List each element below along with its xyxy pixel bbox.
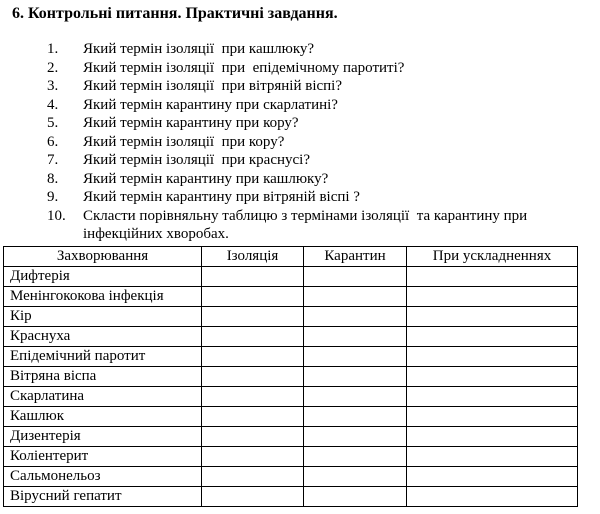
question-item: [47, 151, 600, 170]
table-row: [4, 446, 578, 466]
table-row: [4, 286, 578, 306]
question-item: [47, 133, 600, 152]
question-item: [47, 188, 600, 207]
quarantine-cell: [304, 286, 407, 306]
question-number: 2.: [47, 59, 59, 76]
table-row: [4, 266, 578, 286]
isolation-cell: [202, 446, 304, 466]
isolation-cell: [202, 326, 304, 346]
question-number: 5.: [47, 115, 59, 131]
table-header-disease: Захворювання: [4, 246, 202, 266]
complications-cell: [407, 266, 578, 286]
disease-cell: Кір: [4, 306, 202, 326]
quarantine-cell: [304, 446, 407, 466]
isolation-cell: [202, 386, 304, 406]
table-row: [4, 306, 578, 326]
disease-cell: Менінгококова інфекція: [4, 286, 202, 306]
complications-cell: [407, 446, 578, 466]
question-text: Який термін карантину при кашлюку?: [83, 170, 329, 187]
disease-cell: Скарлатина: [4, 386, 202, 406]
page-title: 6. Контрольні питання. Практичні завдання.: [12, 5, 338, 22]
question-number: 6.: [47, 133, 59, 150]
isolation-cell: [202, 426, 304, 446]
quarantine-cell: [304, 486, 407, 506]
table-header-row: [4, 246, 578, 266]
isolation-cell: [202, 266, 304, 286]
quarantine-cell: [304, 326, 407, 346]
question-text: Який термін ізоляції при вітряній віспі?: [83, 78, 342, 94]
table-row: [4, 486, 578, 506]
disease-cell: Дифтерія: [4, 266, 202, 286]
complications-cell: [407, 406, 578, 426]
question-number: 10.: [47, 207, 66, 224]
question-item: [47, 207, 600, 244]
question-text: Який термін ізоляції при кашлюку?: [83, 41, 315, 57]
disease-cell: Коліентерит: [4, 446, 202, 466]
question-number: 8.: [47, 170, 59, 187]
question-text: Який термін карантину при кору?: [83, 115, 299, 131]
disease-cell: Вітряна віспа: [4, 366, 202, 386]
document-page: [0, 5, 600, 507]
question-text: Який термін карантину при скарлатині?: [83, 96, 338, 113]
quarantine-cell: [304, 346, 407, 366]
isolation-cell: [202, 366, 304, 386]
complications-cell: [407, 426, 578, 446]
disease-cell: Краснуха: [4, 326, 202, 346]
table-header-quarantine: Карантин: [304, 246, 407, 266]
disease-cell: Дизентерія: [4, 426, 202, 446]
complications-cell: [407, 366, 578, 386]
complications-cell: [407, 326, 578, 346]
question-item: [47, 170, 600, 189]
question-text: Скласти порівняльну таблицю з термінами ізоляції та карантину при інфекційних хворобах.: [83, 207, 531, 242]
isolation-cell: [202, 466, 304, 486]
table-row: [4, 366, 578, 386]
complications-cell: [407, 346, 578, 366]
table-row: [4, 326, 578, 346]
comparison-table: [3, 246, 578, 507]
question-number: 1.: [47, 41, 59, 57]
question-text: Який термін карантину при вітряній віспі ?: [83, 189, 360, 205]
complications-cell: [407, 486, 578, 506]
table-header-isolation: Ізоляція: [202, 246, 304, 266]
complications-cell: [407, 386, 578, 406]
quarantine-cell: [304, 306, 407, 326]
complications-cell: [407, 306, 578, 326]
isolation-cell: [202, 486, 304, 506]
question-number: 7.: [47, 152, 59, 168]
disease-cell: Сальмонельоз: [4, 466, 202, 486]
question-number: 4.: [47, 96, 59, 113]
table-row: [4, 466, 578, 486]
question-text: Який термін ізоляції при краснусі?: [83, 152, 310, 168]
disease-cell: Вірусний гепатит: [4, 486, 202, 506]
question-number: 9.: [47, 189, 59, 205]
questions-list: [47, 40, 600, 244]
question-item: [47, 77, 600, 96]
quarantine-cell: [304, 426, 407, 446]
complications-cell: [407, 286, 578, 306]
question-item: [47, 59, 600, 78]
complications-cell: [407, 466, 578, 486]
question-item: [47, 40, 600, 59]
isolation-cell: [202, 306, 304, 326]
question-text: Який термін ізоляції при кору?: [83, 133, 285, 150]
disease-cell: Епідемічний паротит: [4, 346, 202, 366]
question-number: 3.: [47, 78, 59, 94]
quarantine-cell: [304, 366, 407, 386]
isolation-cell: [202, 406, 304, 426]
question-text: Який термін ізоляції при епідемічному паротиті?: [83, 59, 405, 76]
table-header-complications: При ускладненнях: [407, 246, 578, 266]
quarantine-cell: [304, 266, 407, 286]
table-row: [4, 386, 578, 406]
isolation-cell: [202, 346, 304, 366]
isolation-cell: [202, 286, 304, 306]
table-row: [4, 426, 578, 446]
table-row: [4, 346, 578, 366]
table-row: [4, 406, 578, 426]
question-item: [47, 114, 600, 133]
question-item: [47, 96, 600, 115]
disease-cell: Кашлюк: [4, 406, 202, 426]
quarantine-cell: [304, 406, 407, 426]
quarantine-cell: [304, 386, 407, 406]
quarantine-cell: [304, 466, 407, 486]
